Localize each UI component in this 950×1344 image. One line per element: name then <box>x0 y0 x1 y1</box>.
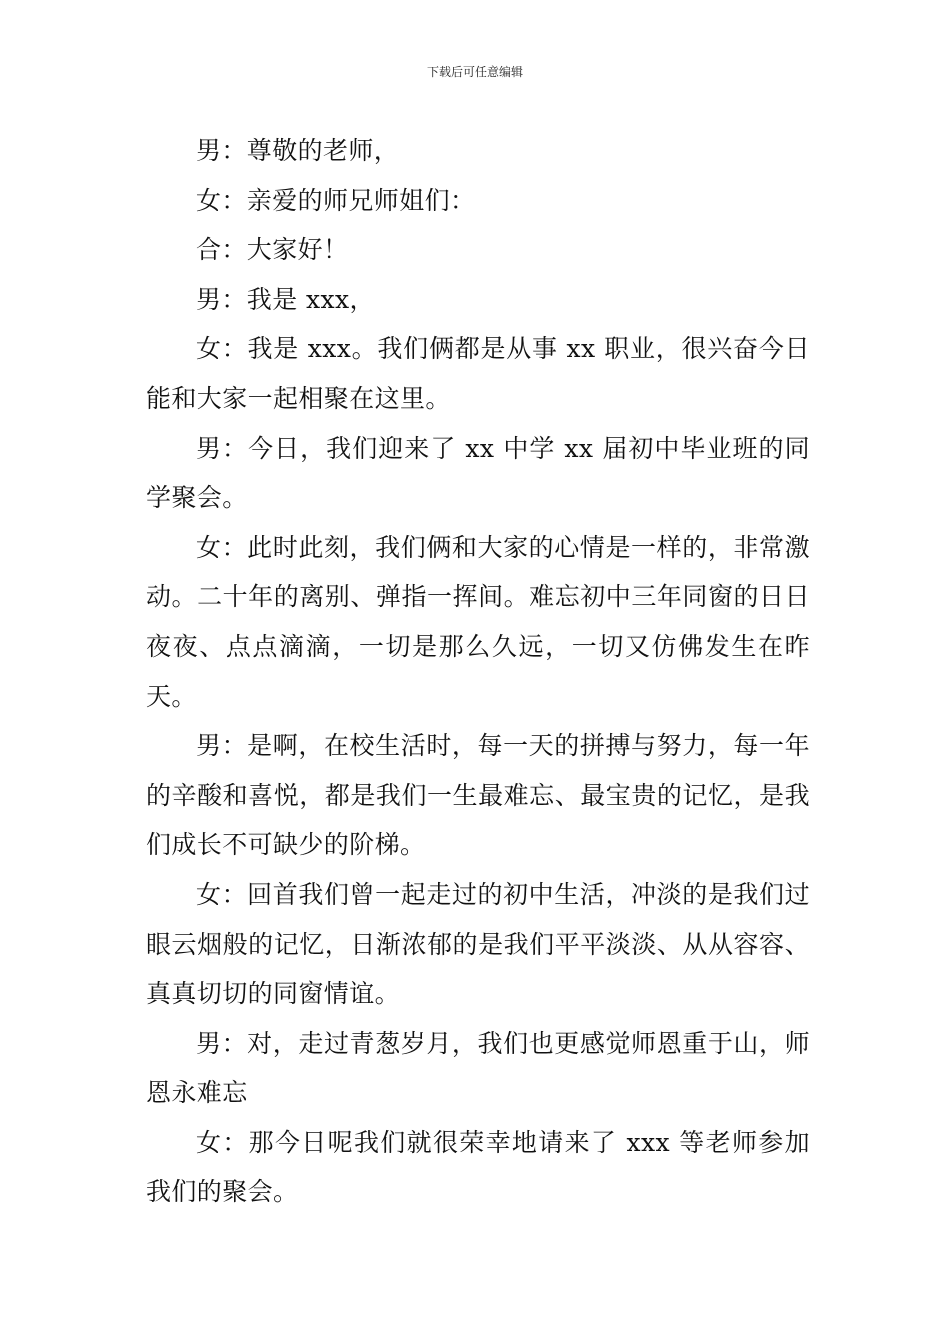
paragraph-9: 女：回首我们曾一起走过的初中生活，冲淡的是我们过眼云烟般的记忆，日渐浓郁的是我们平平淡淡、从从容容、真真切切的同窗情谊。 <box>146 879 810 1009</box>
paragraph-2: 女：亲爱的师兄师姐们： <box>196 185 476 215</box>
page-header: 下载后可任意编辑 <box>426 65 523 79</box>
paragraph-4: 男：我是 xxx， <box>196 284 375 314</box>
paragraph-6: 男：今日，我们迎来了 xx 中学 xx 届初中毕业班的同学聚会。 <box>146 433 810 513</box>
paragraph-8: 男：是啊，在校生活时，每一天的拼搏与努力，每一年的辛酸和喜悦，都是我们一生最难忘、最宝贵的记忆，是我们成长不可缺少的阶梯。 <box>146 731 810 860</box>
document-body <box>146 126 810 1217</box>
paragraph-11: 女：那今日呢我们就很荣幸地请来了 xxx 等老师参加我们的聚会。 <box>146 1127 810 1207</box>
paragraph-10: 男：对，走过青葱岁月，我们也更感觉师恩重于山，师恩永难忘 <box>146 1028 810 1108</box>
paragraph-3: 合：大家好！ <box>196 235 349 265</box>
paragraph-5: 女：我是 xxx。我们俩都是从事 xx 职业，很兴奋今日能和大家一起相聚在这里。 <box>146 334 810 413</box>
paragraph-7: 女：此时此刻，我们俩和大家的心情是一样的，非常激动。二十年的离别、弹指一挥间。难忘初中三年同窗的日日夜夜、点点滴滴，一切是那么久远，一切又仿佛发生在昨天。 <box>146 532 810 711</box>
paragraph-1: 男：尊敬的老师， <box>196 136 400 165</box>
